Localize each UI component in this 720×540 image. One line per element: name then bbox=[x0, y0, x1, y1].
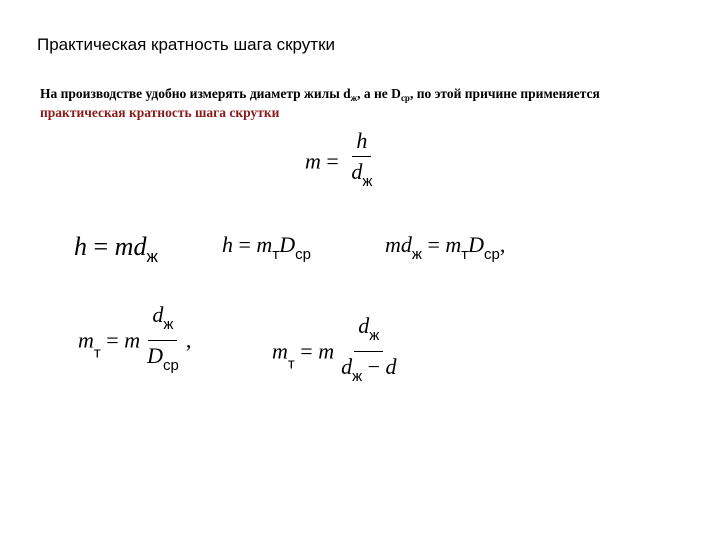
var-d: d bbox=[133, 232, 147, 261]
equals-sign: = bbox=[87, 232, 115, 261]
var-D: D bbox=[147, 343, 163, 368]
equals-sign: = bbox=[100, 327, 125, 353]
var-m: m bbox=[385, 232, 401, 257]
intro-paragraph bbox=[40, 84, 680, 122]
sub-zh: ж bbox=[163, 316, 174, 333]
var-D: D bbox=[468, 232, 485, 257]
slide-title: Практическая кратность шага скрутки bbox=[37, 35, 336, 54]
formula-h-mt-dsr bbox=[222, 232, 311, 263]
sub-sr: ср bbox=[295, 246, 311, 263]
var-m: m bbox=[305, 148, 321, 174]
formula-mt-ratio bbox=[78, 302, 191, 379]
sub-zh: ж bbox=[411, 246, 422, 263]
var-d: d bbox=[400, 232, 412, 257]
var-d: d bbox=[358, 313, 370, 338]
var-m: m bbox=[124, 327, 141, 353]
paragraph-sub-sr: ср bbox=[400, 93, 410, 103]
var-D: D bbox=[279, 232, 296, 257]
sub-zh: ж bbox=[369, 327, 380, 344]
minus-sign: − bbox=[362, 354, 386, 379]
sub-sr: ср bbox=[484, 246, 500, 263]
paragraph-part-1: На производстве удобно измерять диаметр жилы d bbox=[40, 86, 351, 101]
equals-sign: = bbox=[294, 338, 319, 364]
sub-t: т bbox=[272, 246, 280, 263]
sub-zh: ж bbox=[146, 247, 158, 266]
var-m: m bbox=[272, 338, 288, 364]
var-d: d bbox=[385, 354, 397, 379]
var-h: h bbox=[74, 232, 87, 261]
sub-t: т bbox=[287, 355, 295, 373]
var-m: m bbox=[318, 338, 335, 364]
sub-zh: ж bbox=[352, 368, 363, 385]
var-h: h bbox=[356, 128, 368, 153]
paragraph-part-3: , по этой причине применяется bbox=[409, 86, 600, 101]
var-d: d bbox=[341, 354, 353, 379]
comma: , bbox=[499, 232, 506, 257]
var-m: m bbox=[114, 232, 134, 261]
sub-t: т bbox=[93, 344, 101, 362]
paragraph-sub-zh: ж bbox=[350, 93, 358, 103]
formula-equality bbox=[385, 232, 505, 263]
fraction bbox=[337, 313, 400, 390]
paragraph-part-2: , а не D bbox=[357, 86, 401, 101]
equals-sign: = bbox=[320, 148, 345, 174]
formula-m-definition bbox=[305, 128, 379, 195]
var-m: m bbox=[445, 232, 462, 257]
sub-t: т bbox=[461, 246, 469, 263]
equals-sign: = bbox=[233, 232, 257, 257]
formula-mt-practical bbox=[272, 313, 404, 390]
equals-sign: = bbox=[421, 232, 446, 257]
var-m: m bbox=[78, 327, 94, 353]
var-m: m bbox=[256, 232, 273, 257]
formula-h-m-dzh bbox=[74, 232, 158, 267]
fraction bbox=[347, 128, 376, 195]
var-d: d bbox=[152, 302, 164, 327]
fraction bbox=[143, 302, 183, 379]
var-h: h bbox=[222, 232, 233, 257]
paragraph-highlight: практическая кратность шага скрутки bbox=[40, 105, 280, 120]
sub-sr: ср bbox=[162, 357, 179, 374]
comma: , bbox=[185, 327, 192, 353]
sub-zh: ж bbox=[362, 173, 373, 190]
var-d: d bbox=[351, 159, 363, 184]
